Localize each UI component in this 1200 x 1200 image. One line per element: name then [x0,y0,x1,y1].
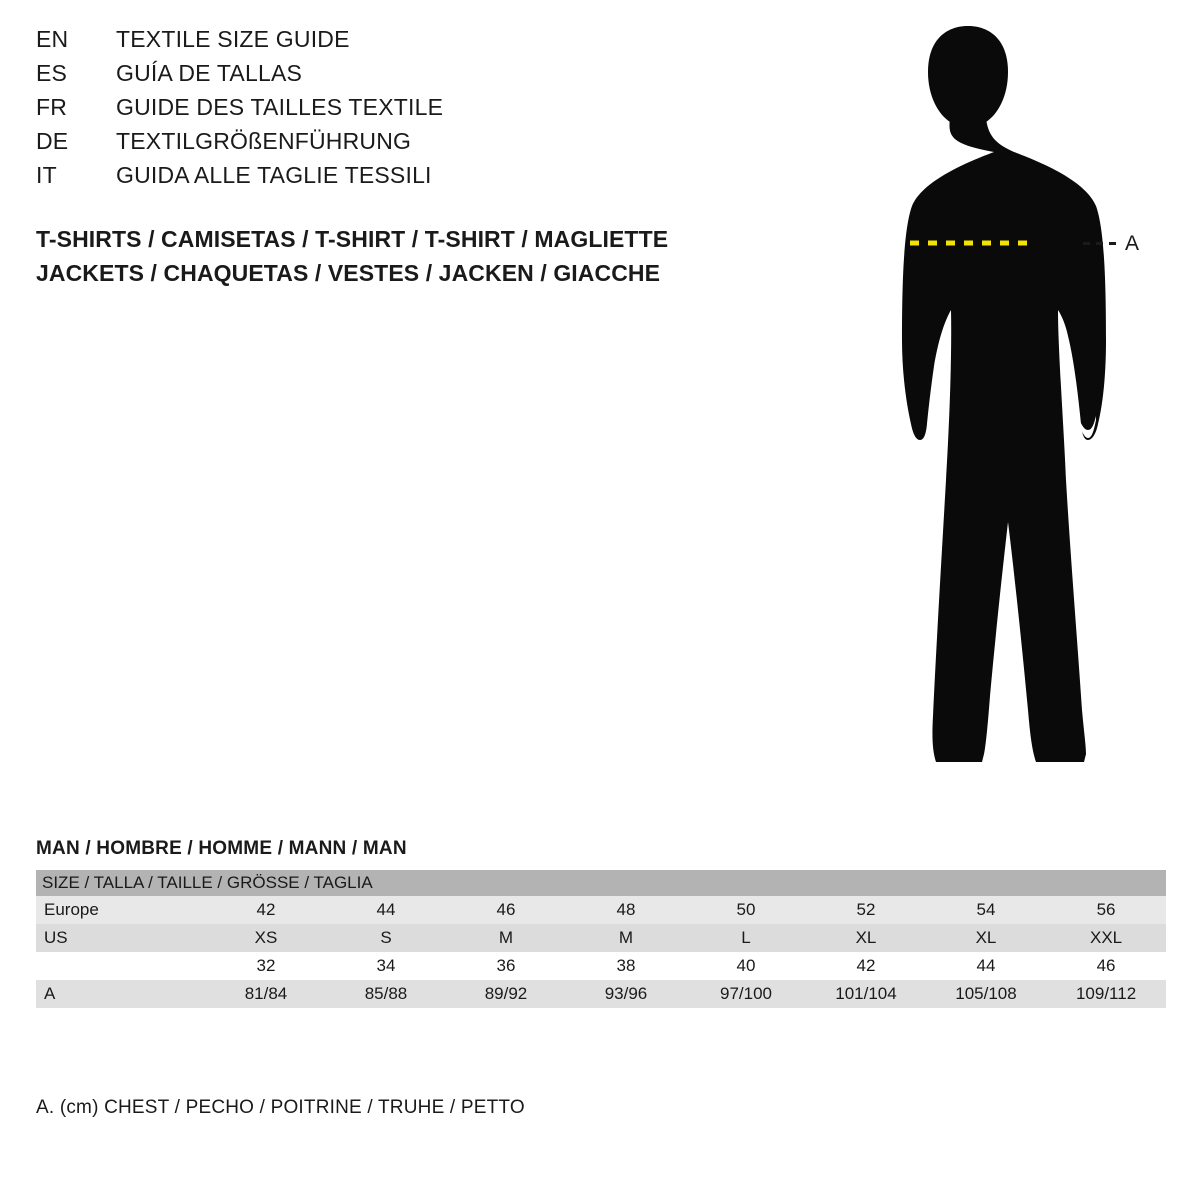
table-cell: 101/104 [806,980,926,1008]
table-cell: 89/92 [446,980,566,1008]
language-title: GUIDE DES TAILLES TEXTILE [116,94,444,120]
table-cell: 36 [446,952,566,980]
table-cell: M [446,924,566,952]
table-row [36,952,1166,980]
language-code: IT [36,162,57,188]
table-cell: 105/108 [926,980,1046,1008]
table-cell: 46 [446,896,566,924]
table-gender-title: MAN / HOMBRE / HOMME / MANN / MAN [36,838,407,859]
language-title: TEXTILGRÖßENFÜHRUNG [116,128,412,154]
table-cell: 44 [326,896,446,924]
table-cell: 42 [206,896,326,924]
language-code: ES [36,60,68,86]
table-cell: 32 [206,952,326,980]
language-row [36,162,756,196]
body-figure-illustration [800,10,1200,800]
language-row [36,94,756,128]
table-cell: 81/84 [206,980,326,1008]
table-cell: 48 [566,896,686,924]
language-row [36,128,756,162]
size-chart-table [36,870,1166,1008]
garment-category-line: T-SHIRTS / CAMISETAS / T-SHIRT / T-SHIRT / MAGLIETTE [36,226,669,252]
table-band-header-label: SIZE / TALLA / TAILLE / GRÖSSE / TAGLIA [36,870,1166,896]
language-code: FR [36,94,68,120]
row-label: Europe [36,896,206,924]
table-cell: 38 [566,952,686,980]
table-cell: 93/96 [566,980,686,1008]
table-cell: 42 [806,952,926,980]
language-code: DE [36,128,69,154]
table-row [36,896,1166,924]
measurement-leader-line [1083,242,1119,245]
table-cell: XS [206,924,326,952]
table-row [36,924,1166,952]
language-code: EN [36,26,69,52]
table-cell: M [566,924,686,952]
table-cell: 97/100 [686,980,806,1008]
measurement-label-a: A [1125,232,1140,255]
row-label [36,952,206,980]
table-cell: 85/88 [326,980,446,1008]
garment-category-list [36,222,796,290]
language-row [36,60,756,94]
table-cell: 44 [926,952,1046,980]
measurement-footnote: A. (cm) CHEST / PECHO / POITRINE / TRUHE / PETTO [36,1097,525,1118]
table-cell: XXL [1046,924,1166,952]
table-cell: 52 [806,896,926,924]
language-title: TEXTILE SIZE GUIDE [116,26,350,52]
row-label: A [36,980,206,1008]
row-label: US [36,924,206,952]
language-header-list [36,26,756,196]
table-row [36,980,1166,1008]
table-cell: 46 [1046,952,1166,980]
table-cell: 109/112 [1046,980,1166,1008]
table-cell: 54 [926,896,1046,924]
language-row [36,26,756,60]
table-cell: XL [806,924,926,952]
table-cell: 40 [686,952,806,980]
male-silhouette-icon [800,10,1200,800]
table-cell: S [326,924,446,952]
table-cell: 56 [1046,896,1166,924]
size-table-section [36,838,1166,1008]
table-cell: XL [926,924,1046,952]
table-cell: 34 [326,952,446,980]
table-cell: L [686,924,806,952]
table-cell: 50 [686,896,806,924]
table-band-header-row [36,870,1166,896]
language-title: GUÍA DE TALLAS [116,60,303,86]
garment-category-line: JACKETS / CHAQUETAS / VESTES / JACKEN / GIACCHE [36,260,661,286]
language-title: GUIDA ALLE TAGLIE TESSILI [116,162,432,188]
